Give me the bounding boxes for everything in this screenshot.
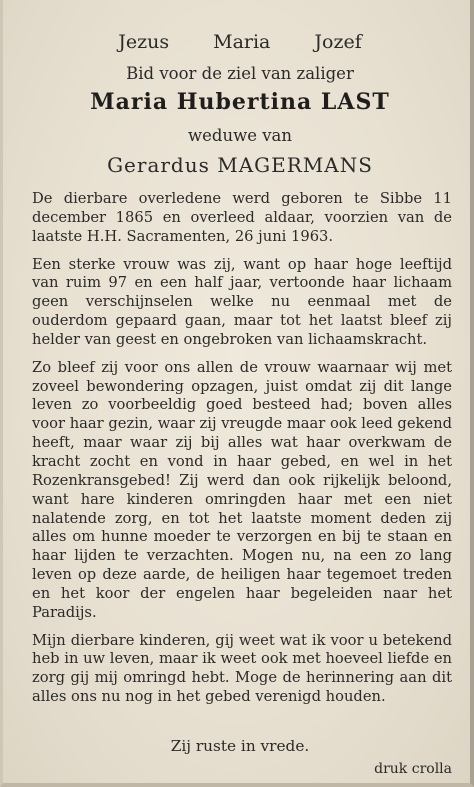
paragraph-strength: Een sterke vrouw was zij, want op haar hoge leeftijd van ruim 97 en een half jaar, vertoonde haar lichaam geen verschijnselen welke nu eenmaal met de ouderdom gepaard gaan, maar tot het laatst bleef zij helder van geest en ongebroken van lichaamskracht.: [32, 255, 452, 348]
invocation-jezus: Jezus: [118, 31, 170, 53]
invocation-jozef: Jozef: [314, 31, 362, 53]
deceased-name: Maria Hubertina LAST: [90, 89, 390, 115]
invocation-maria: Maria: [213, 31, 271, 53]
spouse-name: Gerardus MAGERMANS: [107, 153, 373, 177]
paragraph-farewell: Mijn dierbare kinderen, gij weet wat ik voor u betekend heb in uw leven, maar ik weet ook met hoeveel liefde en zorg gij mij omringd hebt. Moge de herinnering aan dit alles ons nu nog in het gebed verenigd houden.: [32, 631, 452, 706]
paragraph-birth-death: De dierbare overledene werd geboren te Sibbe 11 december 1865 en overleed aldaar, voorzien van de laatste H.H. Sacramenten, 26 juni 1963.: [32, 190, 452, 245]
closing-line: Zij ruste in vrede.: [170, 737, 310, 755]
invocation-line: [3, 31, 474, 53]
prayer-line: Bid voor de ziel van zaliger: [126, 64, 354, 83]
widow-of-line: weduwe van: [188, 126, 292, 145]
paragraph-life: Zo bleef zij voor ons allen de vrouw waarnaar wij met zoveel bewondering opzagen, juist omdat zij dit lange leven zo voorbeeldig goed besteed had; boven alles voor haar gezin, waar zij vreugde maar ook leed gekend heeft, maar waar zij bij alles wat haar overkwam de kracht zocht en vond in haar gebed, en wel in het Rozenkransgebed! Zij werd dan ook rijkelijk beloond, want hare kinderen omringden haar met een niet nalatende zorg, en tot het laatste moment deden zij alles om hunne moeder te verzorgen en bij te staan en haar lijden te verzachten. Mogen nu, na een zo lang leven op deze aarde, de heiligen haar tegemoet treden en het koor der engelen haar begeleiden naar het Paradijs.: [32, 358, 452, 621]
printer-credit: druk crolla: [374, 761, 452, 777]
obituary-text: [32, 190, 452, 716]
